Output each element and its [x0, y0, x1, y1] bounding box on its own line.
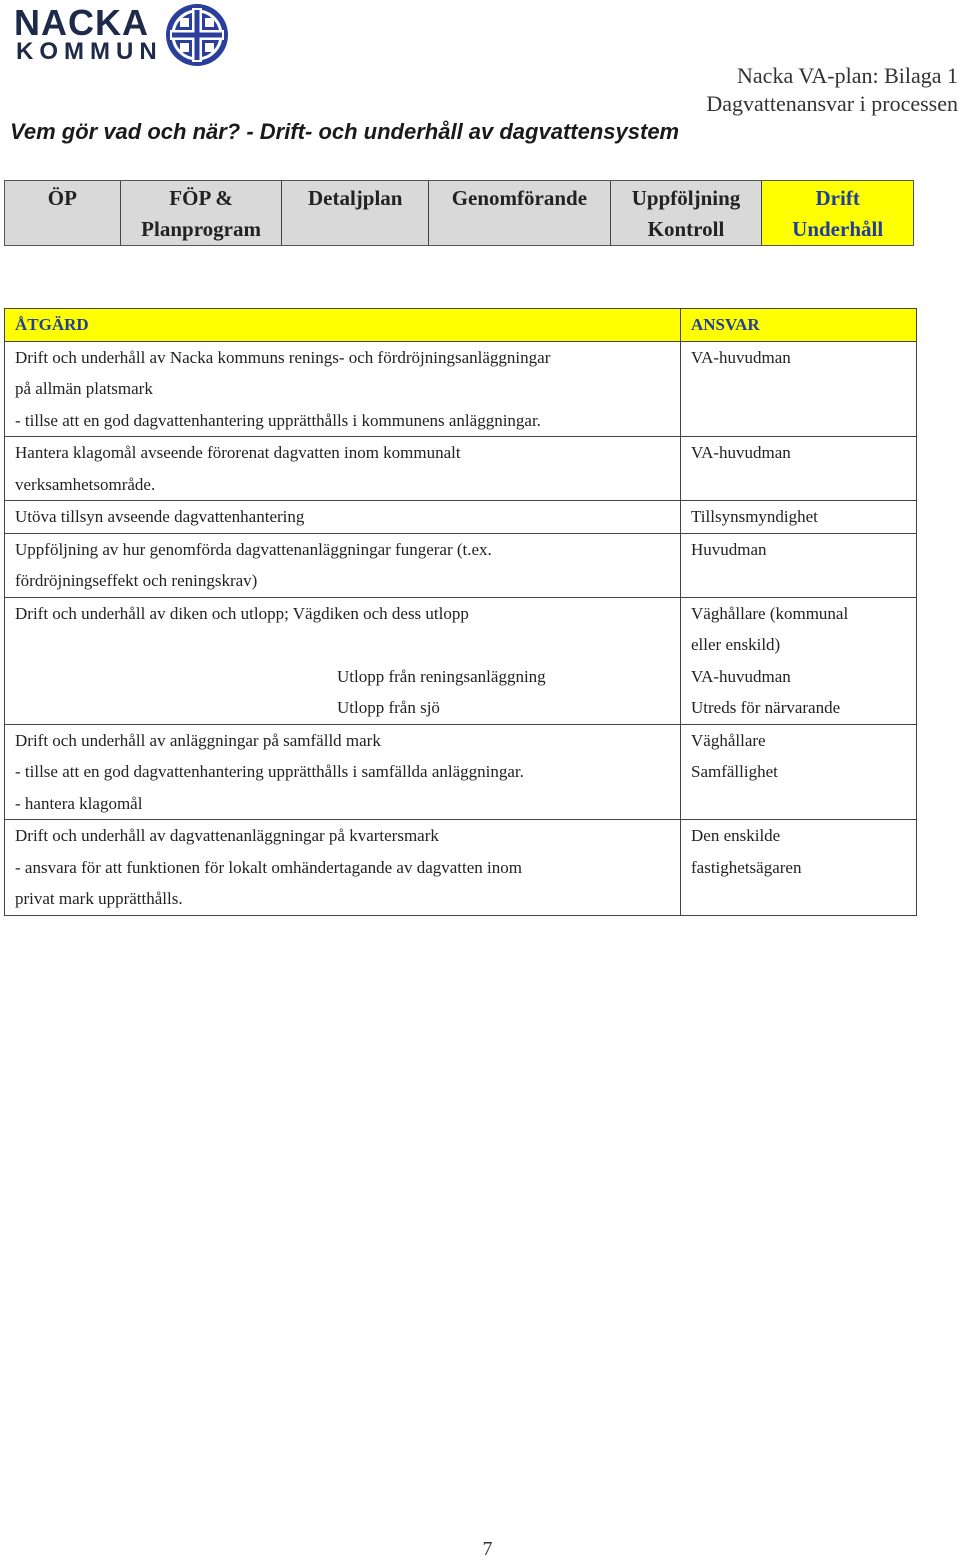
header-responsibility: ANSVAR: [681, 309, 917, 342]
municipal-seal-icon: [164, 2, 230, 68]
action-line: - tillse att en god dagvattenhantering upprätthålls i samfällda anläggningar.: [15, 762, 524, 781]
action-line: fördröjningseffekt och reningskrav): [15, 571, 258, 590]
responsibility-line: Huvudman: [691, 539, 767, 559]
table-row: [5, 597, 917, 724]
table-row: [5, 724, 917, 820]
stage-uppfoljning-kontroll: [611, 181, 763, 245]
responsibility-line: Väghållare (kommunal: [691, 603, 849, 623]
responsibility-line: Den enskilde: [691, 826, 781, 845]
table-header-row: [5, 309, 917, 342]
responsibility-line: Väghållare: [691, 730, 766, 750]
stage-drift-underhall: [762, 181, 913, 245]
responsibility-line: eller enskild): [691, 635, 781, 654]
action-cell: [5, 437, 681, 501]
action-line: Drift och underhåll av diken och utlopp; Vägdiken och dess utlopp: [15, 603, 469, 623]
responsibility-line: Tillsynsmyndighet: [691, 507, 818, 526]
action-cell: [5, 597, 681, 724]
stage-detaljplan: [282, 181, 429, 245]
table-row: [5, 341, 917, 437]
action-line: privat mark upprätthålls.: [15, 889, 183, 908]
stage-label: ÖP: [47, 186, 77, 210]
responsibility-cell: [681, 341, 917, 437]
stage-label: Uppföljning: [631, 186, 741, 210]
responsibility-cell: [681, 597, 917, 724]
stage-fop-planprogram: [121, 181, 283, 245]
responsibility-cell: [681, 724, 917, 820]
stage-label: Genomförande: [451, 186, 588, 210]
action-line: på allmän platsmark: [15, 379, 153, 398]
responsibility-table: [4, 308, 917, 916]
stage-label: Detaljplan: [307, 186, 403, 210]
stage-sublabel: Underhåll: [792, 217, 884, 241]
table-row: [5, 533, 917, 597]
action-line: Drift och underhåll av anläggningar på samfälld mark: [15, 730, 381, 750]
responsibility-cell: [681, 437, 917, 501]
responsibility-cell: [681, 501, 917, 534]
stage-label: FÖP &: [169, 186, 233, 210]
responsibility-line: Samfällighet: [691, 762, 778, 781]
responsibility-line: fastighetsägaren: [691, 857, 802, 877]
process-stage-bar: [4, 180, 914, 246]
table-row: [5, 820, 917, 916]
responsibility-line: VA-huvudman: [691, 666, 791, 686]
action-cell: [5, 724, 681, 820]
stage-op: [5, 181, 121, 245]
action-cell: [5, 341, 681, 437]
table-row: [5, 437, 917, 501]
table-row: [5, 501, 917, 534]
responsibility-line: VA-huvudman: [691, 443, 791, 462]
action-cell: [5, 820, 681, 916]
action-line: Uppföljning av hur genomförda dagvattenanläggningar fungerar (t.ex.: [15, 539, 492, 559]
action-line: verksamhetsområde.: [15, 474, 156, 494]
stage-sublabel: Planprogram: [141, 217, 261, 241]
action-line: Drift och underhåll av dagvattenanläggningar på kvartersmark: [15, 826, 439, 845]
header-action: ÅTGÄRD: [5, 309, 681, 342]
action-line: Hantera klagomål avseende förorenat dagvatten inom kommunalt: [15, 443, 461, 462]
action-line: - tillse att en god dagvattenhantering upprätthålls i kommunens anläggningar.: [15, 410, 541, 430]
nacka-kommun-logo: [14, 2, 229, 68]
page-number: 7: [482, 1538, 493, 1560]
action-line: Drift och underhåll av Nacka kommuns renings- och fördröjningsanläggningar: [15, 347, 551, 367]
action-cell: [5, 501, 681, 534]
stage-label: Drift: [815, 186, 860, 210]
action-line: - hantera klagomål: [15, 793, 143, 813]
responsibility-line: Utreds för närvarande: [691, 698, 841, 717]
action-subline: Utlopp från reningsanläggning: [337, 666, 546, 686]
action-subline: Utlopp från sjö: [337, 698, 440, 717]
action-line: Utöva tillsyn avseende dagvattenhantering: [15, 507, 305, 526]
action-line-blank: [15, 629, 670, 661]
section-heading: Vem gör vad och när? - Drift- och underhåll av dagvattensystem: [10, 119, 680, 144]
action-cell: [5, 533, 681, 597]
responsibility-line: VA-huvudman: [691, 347, 791, 367]
logo-wordmark-kommun: KOMMUN: [16, 38, 163, 65]
stage-genomforande: [429, 181, 611, 245]
document-subtitle: Dagvattenansvar i processen: [706, 91, 958, 116]
logo-wordmark-nacka: NACKA: [14, 2, 149, 43]
document-title: Nacka VA-plan: Bilaga 1: [737, 63, 958, 88]
responsibility-cell: [681, 820, 917, 916]
stage-sublabel: Kontroll: [647, 217, 725, 241]
action-line: - ansvara för att funktionen för lokalt omhändertagande av dagvatten inom: [15, 857, 522, 877]
responsibility-cell: [681, 533, 917, 597]
